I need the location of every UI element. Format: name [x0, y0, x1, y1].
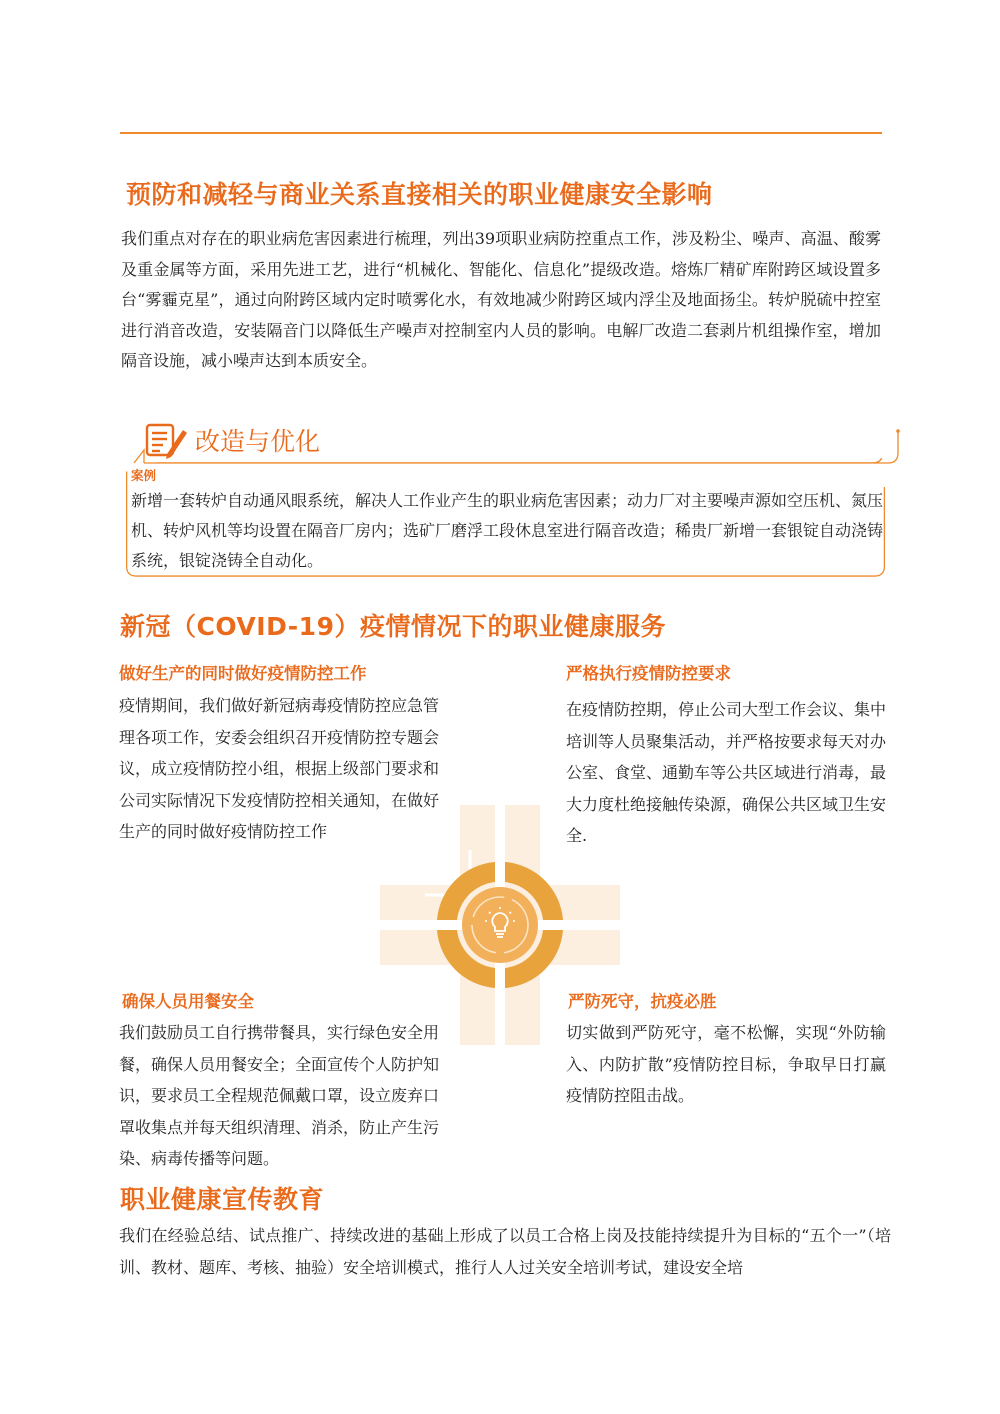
top-rule	[120, 132, 882, 134]
covid-text-3: 我们鼓励员工自行携带餐具，实行绿色安全用餐，确保人员用餐安全；全面宣传个人防护知识，要求员工全程规范佩戴口罩，设立废弃口罩收集点并每天组织清理、消杀，防止产生污染、病毒传播等问题。	[119, 1023, 440, 1168]
section3-title: 职业健康宣传教育	[120, 1185, 325, 1214]
section1-title: 预防和减轻与商业关系直接相关的职业健康安全影响	[126, 180, 713, 209]
covid-text-1: 疫情期间，我们做好新冠病毒疫情防控应急管理各项工作，安委会组织召开疫情防控专题会议，成立疫情防控小组，根据上级部门要求和公司实际情况下发疫情防控相关通知，在做好生产的同时做好疫情防控工作	[119, 696, 440, 841]
covid-text-4: 切实做到严防死守，毫不松懈，实现“外防输入、内防扩散”疫情防控目标，争取早日打赢疫情防控阻击战。	[566, 1023, 886, 1105]
section1-paragraph: 我们重点对存在的职业病危害因素进行梳理，列出39项职业病防控重点工作，涉及粉尘、噪声、高温、酸雾及重金属等方面，采用先进工艺，进行“机械化、智能化、信息化”提级改造。熔炼厂精矿库附跨区域设置多台“雾霾克星”，通过向附跨区域内定时喷雾化水，有效地减少附跨区域内浮尘及地面扬尘。转炉脱硫中控室进行消音改造，安装隔音门以降低生产噪声对控制室内人员的影响。电解厂改造二套剥片机组操作室，增加隔音设施，减小噪声达到本质安全。	[121, 229, 881, 370]
case-title: 改造与优化	[195, 427, 321, 456]
covid-heading-1: 做好生产的同时做好疫情防控工作	[119, 664, 367, 683]
covid-text-2: 在疫情防控期，停止公司大型工作会议、集中培训等人员聚集活动，并严格按要求每天对办公室、食堂、通勤车等公共区域进行消毒，最大力度杜绝接触传染源，确保公共区域卫生安全.	[566, 700, 887, 845]
covid-heading-2: 严格执行疫情防控要求	[566, 664, 731, 683]
case-text: 新增一套转炉自动通风眼系统，解决人工作业产生的职业病危害因素；动力厂对主要噪声源如空压机、氮压机、转炉风机等均设置在隔音厂房内；选矿厂磨浮工段休息室进行隔音改造；稀贵厂新增一套银锭自动浇铸系统，银锭浇铸全自动化。	[131, 491, 884, 570]
covid-heading-3: 确保人员用餐安全	[122, 992, 254, 1011]
section3-paragraph: 我们在经验总结、试点推广、持续改进的基础上形成了以员工合格上岗及技能持续提升为目标的“五个一”（培训、教材、题库、考核、抽验）安全培训模式，推行人人过关安全培训考试，建设安全培	[119, 1226, 891, 1277]
section2-title: 新冠（COVID-19）疫情情况下的职业健康服务	[120, 612, 666, 641]
covid-heading-4: 严防死守，抗疫必胜	[568, 992, 717, 1011]
document-pen-icon	[143, 420, 189, 460]
case-tag: 案例	[131, 468, 157, 483]
lightbulb-icon	[480, 904, 520, 944]
